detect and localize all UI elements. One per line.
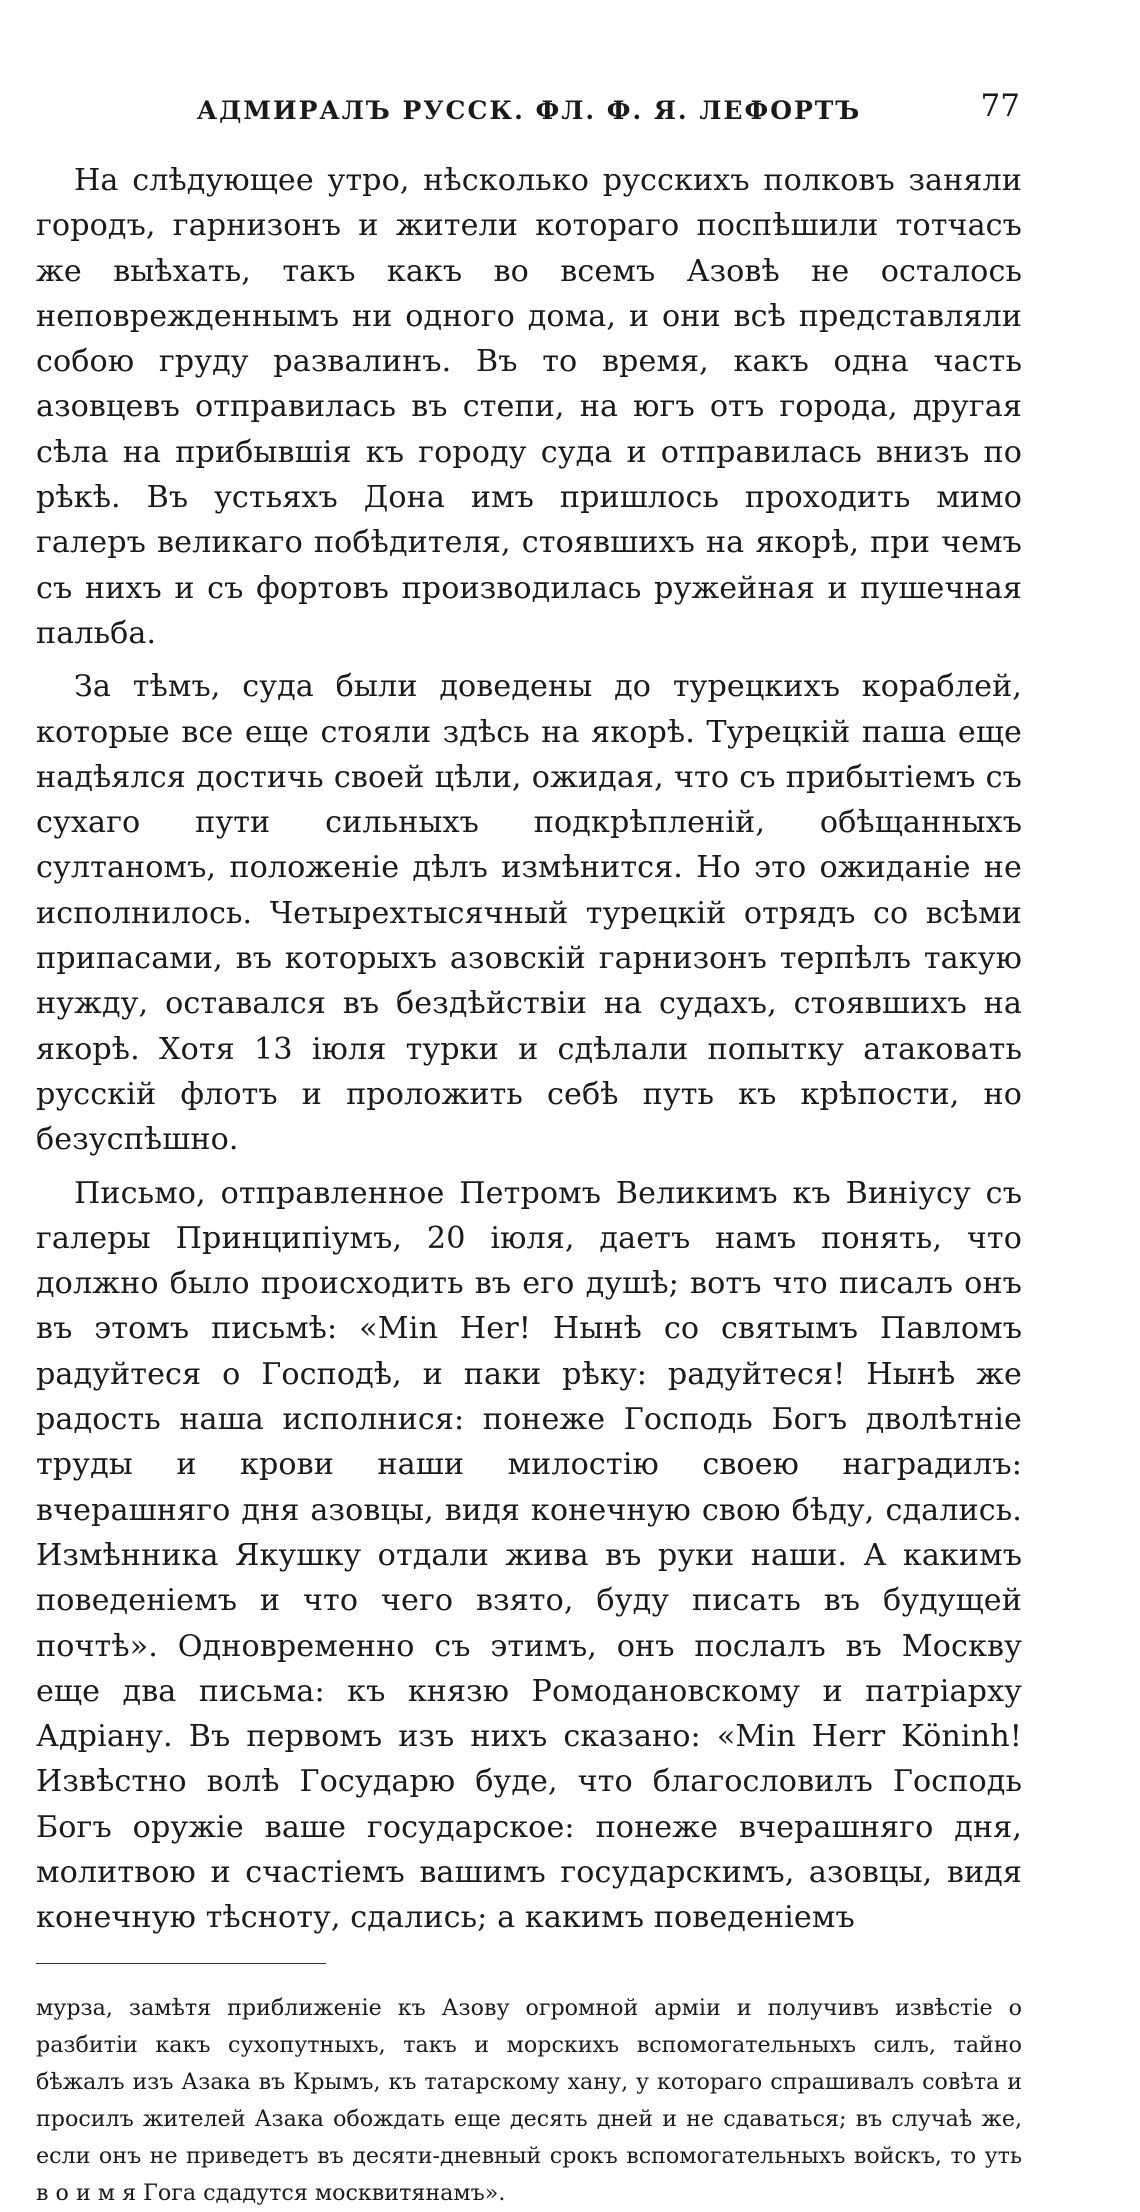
running-title: АДМИРАЛЪ РУССК. ФЛ. Ф. Я. ЛЕФОРТЪ bbox=[196, 96, 862, 125]
page-number: 77 bbox=[980, 88, 1020, 124]
body-text bbox=[36, 158, 1022, 1941]
footnote: мурза, замѣтя приближеніе къ Азову огромной арміи и получивъ извѣстіе о разбитіи какъ сухопутныхъ, такъ и морскихъ вспомогательныхъ силъ, тайно бѣжалъ изъ Азака въ Крымъ, къ татарскому хану, у котораго спрашивалъ совѣта и просилъ жителей Азака обождать еще десять дней и не сдаваться; въ случаѣ же, если онъ не приведетъ въ десяти-дневный срокъ вспомогательныхъ войскъ, то уть в о и м я Гога сдадутся москвитянамъ». bbox=[36, 1994, 1022, 2206]
book-page bbox=[36, 88, 1022, 2212]
footnote-divider bbox=[36, 1963, 326, 1964]
running-head bbox=[36, 88, 1022, 128]
paragraph: На слѣдующее утро, нѣсколько русскихъ полковъ заняли городъ, гарнизонъ и жители котораго поспѣшили тотчасъ же выѣхать, такъ какъ во всемъ Азовѣ не осталось неповрежденнымъ ни одного дома, и они всѣ представляли собою груду развалинъ. Въ то время, какъ одна часть азовцевъ отправилась въ степи, на югъ отъ города, другая сѣла на прибывшія къ городу суда и отправилась внизъ по рѣкѣ. Въ устьяхъ Дона имъ пришлось проходить мимо галеръ великаго побѣдителя, стоявшихъ на якорѣ, при чемъ съ нихъ и съ фортовъ производилась ружейная и пушечная пальба. bbox=[36, 163, 1022, 651]
paragraph: Письмо, отправленное Петромъ Великимъ къ Виніусу съ галеры Принципіумъ, 20 іюля, даетъ намъ понять, что должно было происходить въ его душѣ; вотъ что писалъ онъ въ этомъ письмѣ: «Min Her! Нынѣ со святымъ Павломъ радуйтеся о Господѣ, и паки рѣку: радуйтеся! Нынѣ же радость наша исполнися: понеже Господь Богъ дволѣтніе труды и крови наши милостію своею наградилъ: вчерашняго дня азовцы, видя конечную свою бѣду, сдались. Измѣнника Якушку отдали жива въ руки наши. А какимъ поведеніемъ и что чего взято, буду писать въ будущей почтѣ». Одновременно съ этимъ, онъ послалъ въ Москву еще два письма: къ князю Ромодановскому и патріарху Адріану. Въ первомъ изъ нихъ сказано: «Min Herr Köninh! Извѣстно волѣ Государю буде, что благословилъ Господь Богъ оружіе ваше государское: понеже вчерашняго дня, молитвою и счастіемъ вашимъ государскимъ, азовцы, видя конечную тѣсноту, сдались; а какимъ поведеніемъ bbox=[36, 1175, 1022, 1936]
paragraph: За тѣмъ, суда были доведены до турецкихъ кораблей, которые все еще стояли здѣсь на якорѣ. Турецкій паша еще надѣялся достичь своей цѣли, ожидая, что съ прибытіемъ съ сухаго пути сильныхъ подкрѣпленій, обѣщанныхъ султаномъ, положеніе дѣлъ измѣнится. Но это ожиданіе не исполнилось. Четырехтысячный турецкій отрядъ со всѣми припасами, въ которыхъ азовскій гарнизонъ терпѣлъ такую нужду, оставался въ бездѣйствіи на судахъ, стоявшихъ на якорѣ. Хотя 13 іюля турки и сдѣлали попытку атаковать русскій флотъ и проложить себѣ путь къ крѣпости, но безуспѣшно. bbox=[36, 669, 1022, 1158]
